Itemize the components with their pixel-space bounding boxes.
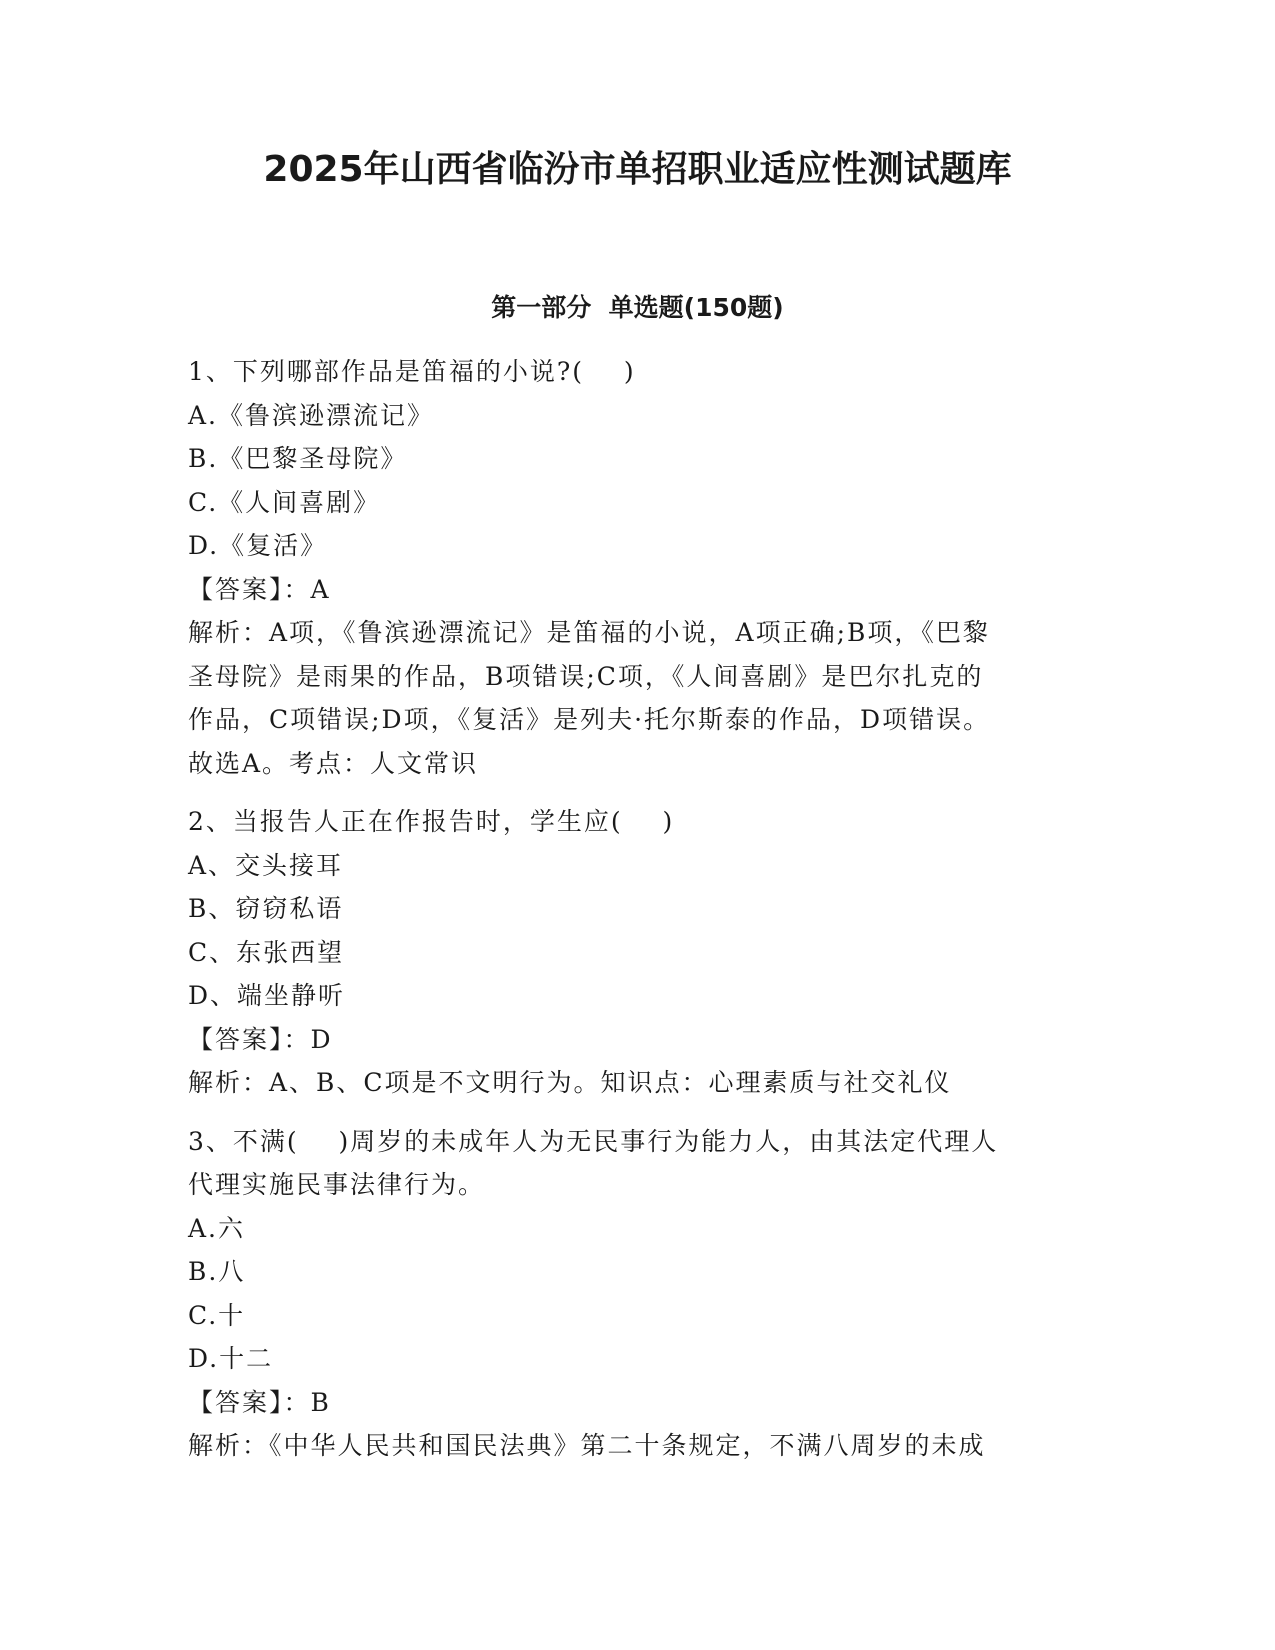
option-c: C.十 <box>188 1300 246 1330</box>
answer-line: 【答案】：A <box>188 574 331 604</box>
answer-line: 【答案】：D <box>188 1024 333 1054</box>
option-a: A.六 <box>188 1213 246 1243</box>
option-c: C、东张西望 <box>188 937 345 967</box>
analysis-line: 故选A。考点：人文常识 <box>188 748 479 778</box>
analysis-line: 解析：A、B、C项是不文明行为。知识点：心理素质与社交礼仪 <box>188 1068 952 1097</box>
option-d: D.《复活》 <box>188 531 328 560</box>
document-title: 2025年山西省临汾市单招职业适应性测试题库 <box>263 149 1012 190</box>
question-list <box>188 350 1088 1483</box>
question-stem: 3、不满( )周岁的未成年人为无民事行为能力人，由其法定代理人 <box>188 1126 999 1156</box>
question-stem-continued: 代理实施民事法律行为。 <box>188 1170 486 1199</box>
analysis-line: 解析：《中华人民共和国民法典》第二十条规定，不满八周岁的未成 <box>188 1431 986 1460</box>
question-item <box>188 1120 1088 1468</box>
option-a: A.《鲁滨逊漂流记》 <box>188 400 435 430</box>
analysis-line: 圣母院》是雨果的作品，B项错误;C项，《人间喜剧》是巴尔扎克的 <box>188 661 984 691</box>
option-b: B、窃窃私语 <box>188 894 344 923</box>
option-b: B.《巴黎圣母院》 <box>188 444 408 473</box>
option-a: A、交头接耳 <box>188 850 344 880</box>
analysis-line: 解析：A项，《鲁滨逊漂流记》是笛福的小说，A项正确;B项，《巴黎 <box>188 618 990 647</box>
question-stem: 2、当报告人正在作报告时，学生应( ) <box>188 807 675 836</box>
option-d: D、端坐静听 <box>188 981 346 1010</box>
option-b: B.八 <box>188 1257 246 1286</box>
analysis-line: 作品，C项错误;D项，《复活》是列夫·托尔斯泰的作品，D项错误。 <box>188 705 991 734</box>
option-d: D.十二 <box>188 1344 274 1373</box>
question-stem: 1、下列哪部作品是笛福的小说?( ) <box>188 357 636 386</box>
section-heading: 第一部分 单选题(150题) <box>491 293 784 322</box>
question-item <box>188 800 1088 1105</box>
option-c: C.《人间喜剧》 <box>188 487 381 517</box>
answer-line: 【答案】：B <box>188 1387 331 1417</box>
question-item <box>188 350 1088 785</box>
